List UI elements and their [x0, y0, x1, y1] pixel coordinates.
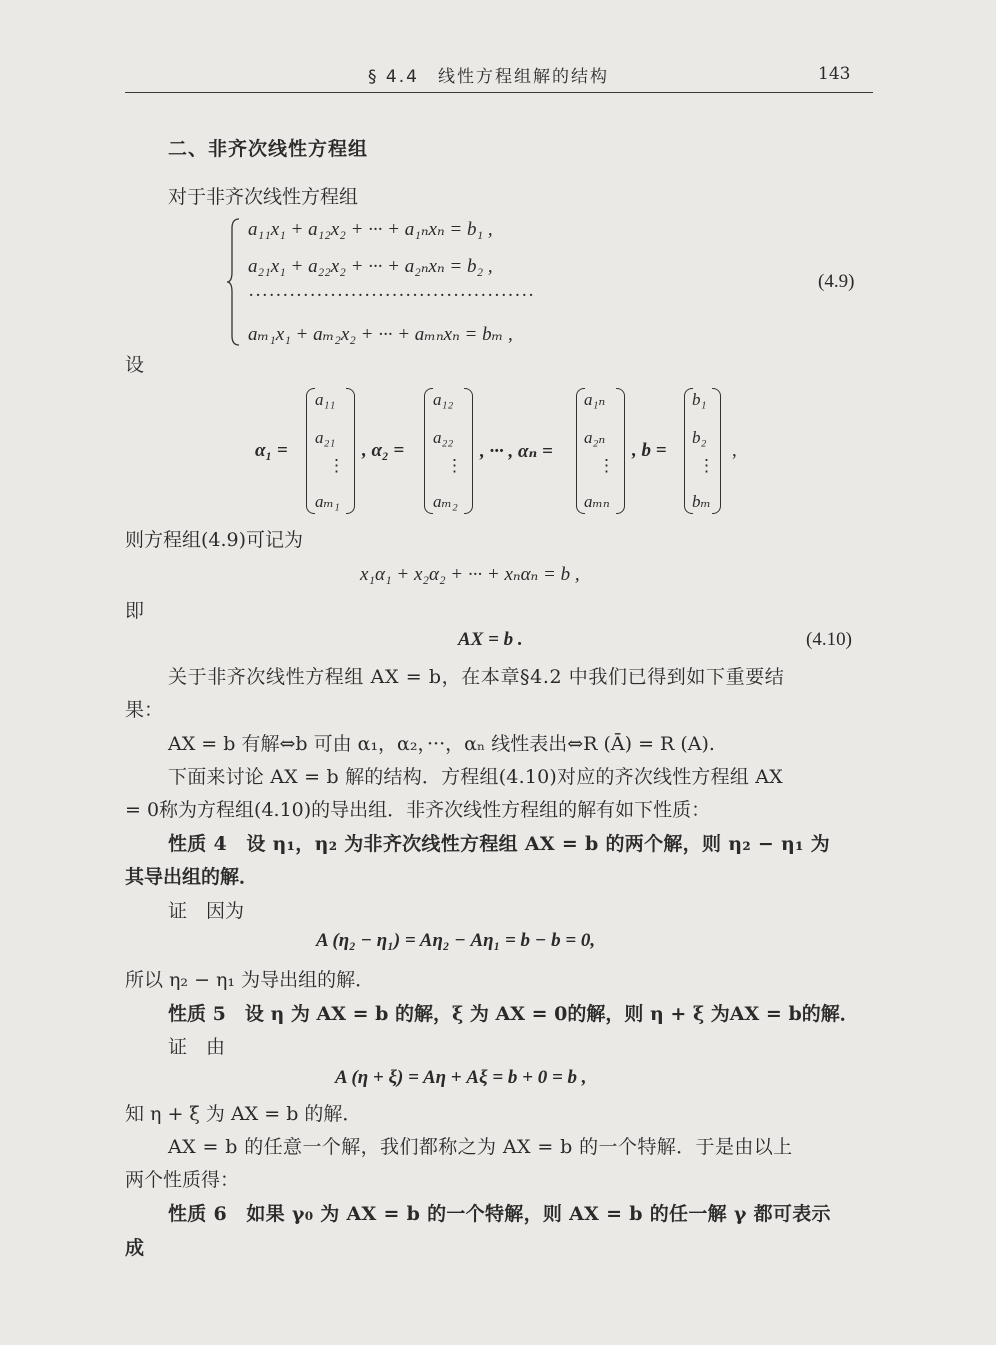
- alpha1-entry-2: a₂₁: [315, 428, 336, 447]
- alpha2-entry-m: aₘ₂: [433, 492, 458, 511]
- alphan-label: , ··· , αₙ =: [480, 441, 553, 462]
- alpha2-entry-2: a₂₂: [433, 428, 454, 447]
- alpha1-entry-m: aₘ₁: [315, 492, 340, 511]
- header-rule: [125, 92, 873, 93]
- b-entry-m: bₘ: [692, 492, 711, 511]
- equation-label-4-10: (4.10): [806, 629, 852, 650]
- alpha2-left-bracket: [424, 388, 433, 514]
- alpha2-vdots: ⋮: [446, 456, 463, 475]
- proof-5-equation: A (η + ξ) = Aη + Aξ = b + 0 = b ,: [335, 1067, 587, 1088]
- section-heading: 二、非齐次线性方程组: [168, 138, 369, 160]
- system-row-dots: ··········································: [248, 285, 535, 306]
- paragraph-3-line-2: 两个性质得：: [125, 1169, 240, 1191]
- b-entry-2: b₂: [692, 428, 707, 447]
- property-5-line: 性质 5 设 η 为 AX = b 的解，ξ 为 AX = 0的解，则 η + ξ 为AX = b的解．: [168, 1003, 859, 1025]
- proof-5-head: 证 由: [168, 1036, 226, 1058]
- text-ie: 即: [125, 600, 145, 622]
- proof-4-head: 证 因为: [168, 900, 245, 922]
- proof-5-conclusion: 知 η + ξ 为 AX = b 的解．: [125, 1103, 362, 1125]
- alpha1-vdots: ⋮: [328, 456, 345, 475]
- text-then: 则方程组(4.9)可记为: [125, 529, 304, 551]
- property-4-line-1: 性质 4 设 η₁，η₂ 为非齐次线性方程组 AX = b 的两个解，则 η₂ − η₁ 为: [168, 833, 830, 855]
- alphan-vdots: ⋮: [598, 456, 615, 475]
- equation-label-4-9: (4.9): [818, 271, 855, 292]
- property-4-line-2: 其导出组的解．: [125, 866, 259, 888]
- system-row-2: a₂₁x₁ + a₂₂x₂ + ··· + a₂ₙxₙ = b₂ ,: [248, 256, 493, 277]
- property-6-line-1: 性质 6 如果 γ₀ 为 AX = b 的一个特解，则 AX = b 的任一解 γ 都可表示: [168, 1203, 831, 1225]
- alpha1-entry-1: a₁₁: [315, 390, 336, 409]
- running-header: § 4.4 线性方程组解的结构: [368, 67, 609, 87]
- alpha2-label: , α₂ =: [362, 440, 405, 461]
- vector-equation: x₁α₁ + x₂α₂ + ··· + xₙαₙ = b ,: [360, 564, 580, 585]
- system-row-m: aₘ₁x₁ + aₘ₂x₂ + ··· + aₘₙxₙ = bₘ ,: [248, 324, 513, 345]
- page-number: 143: [818, 64, 851, 84]
- paragraph-1-line-2: 果：: [125, 699, 164, 721]
- proof-4-equation: A (η₂ − η₁) = Aη₂ − Aη₁ = b − b = 0,: [316, 930, 596, 951]
- b-vdots: ⋮: [698, 456, 715, 475]
- alphan-entry-m: aₘₙ: [584, 492, 610, 511]
- b-label: , b =: [632, 440, 667, 461]
- paragraph-2-line-1: 下面来讨论 AX = b 解的结构．方程组(4.10)对应的齐次线性方程组 AX: [168, 766, 783, 788]
- property-6-line-2: 成: [125, 1237, 145, 1259]
- paragraph-1-line-1: 关于非齐次线性方程组 AX = b，在本章§4.2 中我们已得到如下重要结: [168, 666, 785, 688]
- alpha1-label: α₁ =: [255, 440, 288, 461]
- set-word: 设: [125, 354, 145, 376]
- alphan-right-bracket: [616, 388, 625, 514]
- b-entry-1: b₁: [692, 390, 707, 409]
- paragraph-2-line-2: = 0称为方程组(4.10)的导出组．非齐次线性方程组的解有如下性质：: [125, 799, 711, 821]
- intro-text: 对于非齐次线性方程组: [168, 186, 359, 208]
- alphan-entry-1: a₁ₙ: [584, 390, 606, 409]
- proof-4-conclusion: 所以 η₂ − η₁ 为导出组的解．: [125, 969, 375, 991]
- alpha2-right-bracket: [464, 388, 473, 514]
- result-equivalence-line: AX = b 有解⇔b 可由 α₁，α₂，···，αₙ 线性表出⇔R (Ā) = R (A).: [168, 733, 715, 755]
- alpha1-left-bracket: [306, 388, 315, 514]
- paragraph-3-line-1: AX = b 的任意一个解，我们都称之为 AX = b 的一个特解．于是由以上: [168, 1136, 793, 1158]
- vectors-trailing-comma: ,: [732, 440, 737, 461]
- system-row-1: a₁₁x₁ + a₁₂x₂ + ··· + a₁ₙxₙ = b₁ ,: [248, 219, 493, 240]
- alphan-entry-2: a₂ₙ: [584, 428, 606, 447]
- alpha1-right-bracket: [346, 388, 355, 514]
- b-right-bracket: [712, 388, 721, 514]
- alpha2-entry-1: a₁₂: [433, 390, 454, 409]
- matrix-equation: AX = b .: [458, 629, 523, 650]
- left-brace-icon: [226, 218, 240, 346]
